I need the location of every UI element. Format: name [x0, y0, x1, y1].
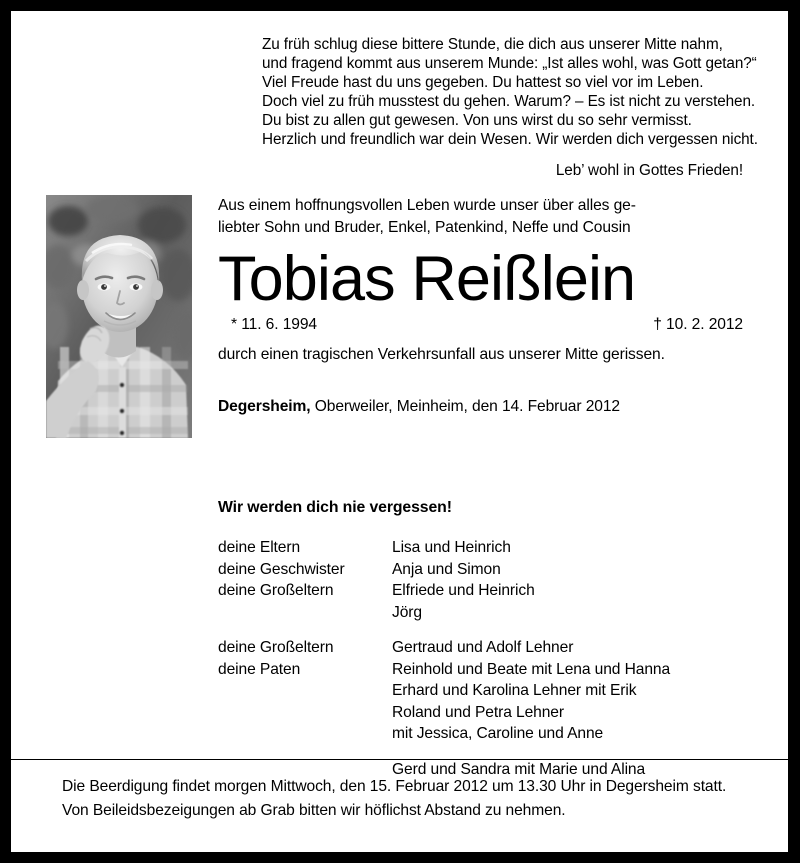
- poem-line: und fragend kommt aus unserem Munde: „Ist alles wohl, was Gott getan?“: [262, 54, 757, 72]
- birth-date: * 11. 6. 1994: [231, 316, 317, 333]
- mourner-row: [218, 659, 743, 681]
- poem-line: Du bist zu allen gut gewesen. Von uns wirst du so sehr vermisst.: [262, 111, 692, 129]
- poem-line: Zu früh schlug diese bittere Stunde, die dich aus unserer Mitte nahm,: [262, 36, 723, 53]
- mourner-names: Lisa und Heinrich: [392, 539, 511, 556]
- place-and-date-line: [218, 396, 743, 417]
- secondary-places-and-date: Oberweiler, Meinheim, den 14. Februar 2012: [310, 398, 620, 415]
- deceased-name: Tobias Reißlein: [218, 244, 636, 314]
- mourner-row-continuation: [218, 602, 743, 624]
- mourner-relation: deine Eltern: [218, 539, 301, 556]
- mourner-row: [218, 637, 743, 659]
- mourner-row: [218, 580, 743, 602]
- portrait-photo-image: [46, 195, 192, 438]
- mourners-section: [218, 498, 743, 780]
- mourner-names: Gertraud und Adolf Lehner: [392, 639, 574, 656]
- mourners-heading: Wir werden dich nie vergessen!: [218, 499, 452, 516]
- mourner-row: [218, 559, 743, 581]
- mourner-relation-empty: [218, 680, 392, 702]
- mourner-names: Erhard und Karolina Lehner mit Erik: [392, 682, 637, 699]
- funeral-details-text: Die Beerdigung findet morgen Mittwoch, den 15. Februar 2012 um 13.30 Uhr in Degersheim statt. Von Beileidsbezeigungen ab Grab bitten wir höflichst Abstand zu nehmen.: [62, 778, 727, 819]
- footer-divider: [11, 759, 788, 760]
- mourner-row-continuation: [218, 680, 743, 702]
- cause-of-death-text: durch einen tragischen Verkehrsunfall aus unserer Mitte gerissen.: [218, 346, 665, 363]
- mourner-row: [218, 537, 743, 559]
- mourner-relation: deine Geschwister: [218, 560, 345, 578]
- mourner-names: Jörg: [392, 603, 422, 621]
- poem-closing-line: Leb’ wohl in Gottes Frieden!: [555, 162, 743, 180]
- mourner-names: Reinhold und Beate mit Lena und Hanna: [392, 660, 671, 678]
- mourner-names: Anja und Simon: [392, 560, 501, 578]
- intro-line-1: Aus einem hoffnungsvollen Leben wurde unser über alles ge-: [218, 197, 636, 214]
- life-dates: [218, 314, 743, 336]
- primary-place: Degersheim,: [218, 398, 311, 415]
- mourner-names: mit Jessica, Caroline und Anne: [392, 725, 604, 742]
- poem-line: Herzlich und freundlich war dein Wesen. Wir werden dich vergessen nicht.: [262, 130, 758, 148]
- poem-line: Doch viel zu früh musstest du gehen. Warum? – Es ist nicht zu verstehen.: [262, 92, 756, 110]
- mourner-relation-empty: [218, 723, 392, 745]
- mourner-relation: deine Großeltern: [218, 639, 334, 656]
- poem-line: Viel Freude hast du uns gegeben. Du hattest so viel vor im Leben.: [262, 73, 704, 91]
- intro-line-2: liebter Sohn und Bruder, Enkel, Patenkind, Neffe und Cousin: [218, 218, 631, 236]
- mourner-relation-empty: [218, 702, 392, 724]
- mourner-relation-empty: [218, 602, 392, 624]
- mourner-names: Elfriede und Heinrich: [392, 582, 535, 599]
- mourner-relation: deine Großeltern: [218, 582, 334, 599]
- death-date: † 10. 2. 2012: [653, 316, 743, 333]
- mourner-names: Roland und Petra Lehner: [392, 703, 564, 721]
- notice-sheet: [11, 11, 788, 852]
- mourner-relation: deine Paten: [218, 660, 301, 678]
- portrait-photo: [46, 195, 192, 438]
- mourner-row-continuation: [218, 702, 743, 724]
- main-text-block: [218, 195, 743, 417]
- mourner-names: Gerd und Sandra mit Marie und Alina: [392, 760, 646, 778]
- memorial-poem: [262, 36, 758, 180]
- mourner-row-continuation: [218, 723, 743, 745]
